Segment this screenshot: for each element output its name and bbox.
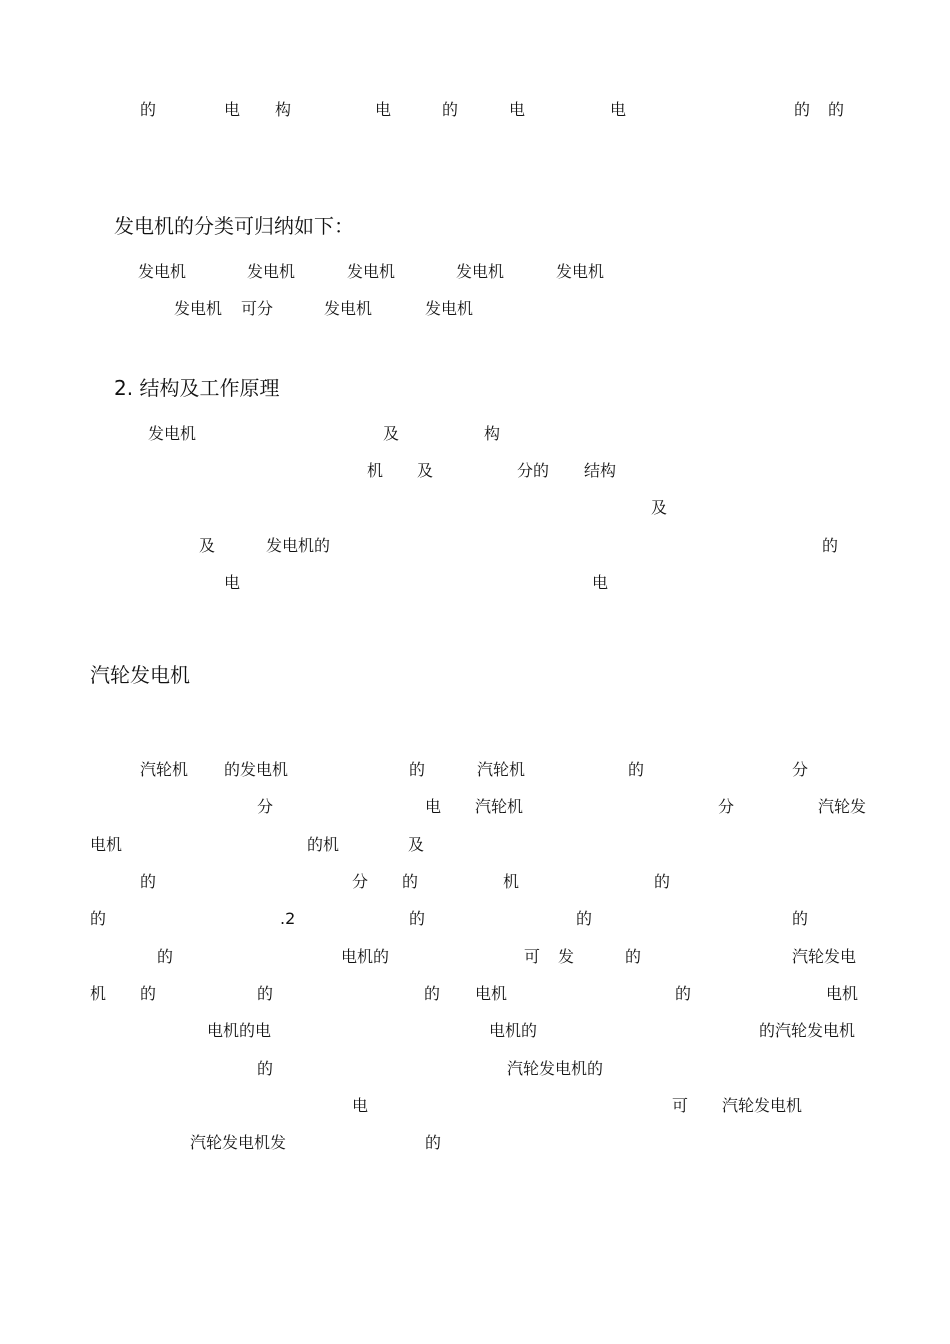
turbo-fragment: 汽轮发电 xyxy=(792,947,857,966)
turbo-heading: 汽轮发电机 xyxy=(90,663,190,687)
turbo-fragment: 的 xyxy=(402,872,419,891)
intro-fragment: 电 xyxy=(509,100,526,119)
structure-fragment: 电 xyxy=(592,573,609,592)
structure-fragment: 机 xyxy=(367,461,384,480)
turbo-fragment: 的 xyxy=(576,909,593,928)
structure-fragment: 及 xyxy=(417,461,434,480)
classification-fragment: 发电机 xyxy=(247,262,296,281)
structure-fragment: 分的 xyxy=(517,461,550,480)
intro-fragment: 的 xyxy=(794,100,811,119)
turbo-fragment: 的 xyxy=(257,1059,274,1078)
structure-heading: 2. 结构及工作原理 xyxy=(114,376,280,400)
intro-fragment: 电 xyxy=(610,100,627,119)
turbo-fragment: 电机的电 xyxy=(207,1021,272,1040)
classification-fragment: 发电机 xyxy=(456,262,505,281)
structure-fragment: 的 xyxy=(822,536,839,555)
classification-fragment: 可分 xyxy=(241,299,274,318)
classification-fragment: 发电机 xyxy=(174,299,223,318)
turbo-fragment: 电机 xyxy=(826,984,859,1003)
turbo-fragment: 电 xyxy=(425,797,442,816)
turbo-fragment: 电机 xyxy=(475,984,508,1003)
turbo-fragment: 汽轮机 xyxy=(475,797,524,816)
turbo-fragment: 的 xyxy=(157,947,174,966)
structure-fragment: 结构 xyxy=(584,461,617,480)
turbo-fragment: 的 xyxy=(140,984,157,1003)
turbo-fragment: 汽轮机 xyxy=(140,760,189,779)
turbo-fragment: 的 xyxy=(409,760,426,779)
intro-fragment: 电 xyxy=(224,100,241,119)
classification-fragment: 发电机 xyxy=(138,262,187,281)
turbo-fragment: 的 xyxy=(90,909,107,928)
turbo-fragment: 机 xyxy=(503,872,520,891)
turbo-fragment: 发 xyxy=(558,947,575,966)
turbo-fragment: 的 xyxy=(625,947,642,966)
intro-fragment: 的 xyxy=(828,100,845,119)
classification-fragment: 发电机 xyxy=(425,299,474,318)
turbo-fragment: 的 xyxy=(628,760,645,779)
classification-fragment: 发电机 xyxy=(347,262,396,281)
turbo-fragment: 可 xyxy=(672,1096,689,1115)
turbo-fragment: 的 xyxy=(409,909,426,928)
turbo-fragment: 的 xyxy=(675,984,692,1003)
turbo-fragment: 电 xyxy=(352,1096,369,1115)
turbo-fragment: 的 xyxy=(654,872,671,891)
turbo-fragment: 机 xyxy=(90,984,107,1003)
structure-fragment: 及 xyxy=(383,424,400,443)
turbo-fragment: 汽轮机 xyxy=(477,760,526,779)
structure-fragment: 发电机 xyxy=(148,424,197,443)
structure-fragment: 发电机的 xyxy=(266,536,331,555)
classification-fragment: 发电机 xyxy=(556,262,605,281)
intro-fragment: 电 xyxy=(375,100,392,119)
turbo-fragment: 的 xyxy=(257,984,274,1003)
structure-fragment: 及 xyxy=(651,498,668,517)
intro-fragment: 的 xyxy=(140,100,157,119)
turbo-fragment: 汽轮发电机发 xyxy=(190,1133,287,1152)
turbo-fragment: 的 xyxy=(140,872,157,891)
intro-fragment: 的 xyxy=(442,100,459,119)
turbo-fragment: 电机的 xyxy=(341,947,390,966)
turbo-fragment: 的 xyxy=(425,1133,442,1152)
turbo-fragment: 电机 xyxy=(90,835,123,854)
turbo-fragment: 分 xyxy=(257,797,274,816)
structure-fragment: 电 xyxy=(224,573,241,592)
turbo-fragment: 的汽轮发电机 xyxy=(759,1021,856,1040)
turbo-fragment: 的机 xyxy=(307,835,340,854)
turbo-fragment: 汽轮发 xyxy=(818,797,867,816)
turbo-fragment: .2 xyxy=(280,909,296,928)
structure-fragment: 构 xyxy=(484,424,501,443)
turbo-fragment: 可 xyxy=(524,947,541,966)
turbo-fragment: 电机的 xyxy=(489,1021,538,1040)
turbo-fragment: 分 xyxy=(352,872,369,891)
turbo-fragment: 分 xyxy=(792,760,809,779)
classification-fragment: 发电机 xyxy=(324,299,373,318)
turbo-fragment: 的 xyxy=(424,984,441,1003)
turbo-fragment: 及 xyxy=(408,835,425,854)
intro-fragment: 构 xyxy=(275,100,292,119)
turbo-fragment: 分 xyxy=(718,797,735,816)
turbo-fragment: 的 xyxy=(792,909,809,928)
turbo-fragment: 的发电机 xyxy=(224,760,289,779)
turbo-fragment: 汽轮发电机的 xyxy=(507,1059,604,1078)
turbo-fragment: 汽轮发电机 xyxy=(722,1096,803,1115)
structure-fragment: 及 xyxy=(199,536,216,555)
classification-heading: 发电机的分类可归纳如下： xyxy=(114,214,354,238)
